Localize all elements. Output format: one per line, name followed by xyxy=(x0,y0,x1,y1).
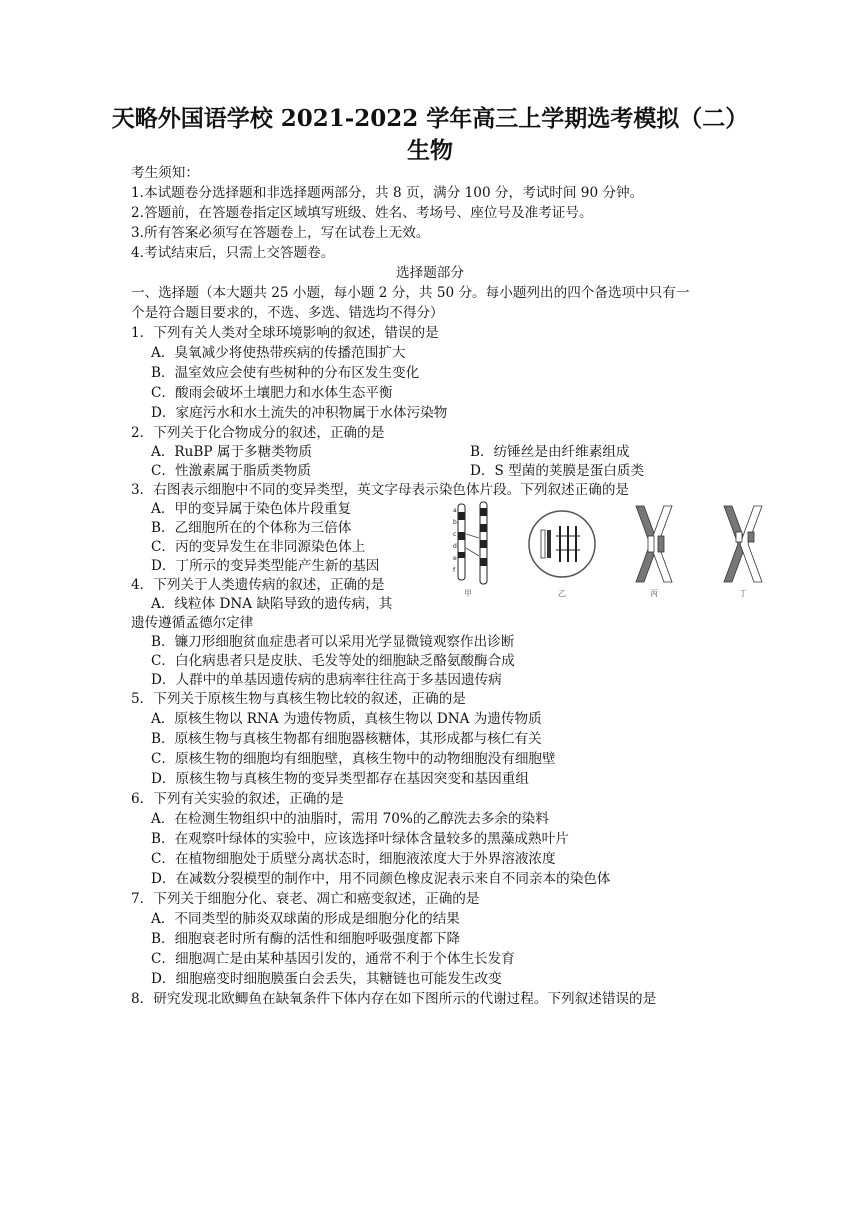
question-option: B．乙细胞所在的个体称为三倍体 xyxy=(151,520,352,536)
question-stem: 7．下列关于细胞分化、衰老、凋亡和癌变叙述，正确的是 xyxy=(131,891,480,907)
exam-title: 天略外国语学校 2021-2022 学年高三上学期选考模拟（二） xyxy=(111,105,749,132)
figure-label-jia: 甲 xyxy=(464,589,472,598)
chromosome-letter: c xyxy=(453,531,457,538)
question-option: B．细胞衰老时所有酶的活性和细胞呼吸强度都下降 xyxy=(151,931,461,947)
question-option: B．温室效应会使有些树种的分布区发生变化 xyxy=(151,365,420,381)
question-option: C．白化病患者只是皮肤、毛发等处的细胞缺乏酪氨酸酶合成 xyxy=(151,653,515,669)
question-option: C．酸雨会破坏土壤肥力和水体生态平衡 xyxy=(151,385,393,401)
chromosome-band xyxy=(458,532,465,540)
question-stem: 1．下列有关人类对全球环境影响的叙述，错误的是 xyxy=(131,325,439,341)
figure-label-bing: 丙 xyxy=(650,589,658,598)
figure-panel-jia xyxy=(453,502,487,598)
question-option: D．在减数分裂模型的制作中，用不同颜色橡皮泥表示来自不同亲本的染色体 xyxy=(151,871,611,887)
question-option: D．人群中的单基因遗传病的患病率往往高于多基因遗传病 xyxy=(151,672,502,688)
question-option: C．原核生物的细胞均有细胞壁，真核生物中的动物细胞没有细胞壁 xyxy=(151,751,556,767)
chromosome-segment xyxy=(648,536,654,552)
chromosome-group xyxy=(556,526,580,562)
connector-line xyxy=(466,534,479,538)
question-option: A．RuBP 属于多糖类物质 xyxy=(151,444,313,460)
chromosome-band xyxy=(480,524,487,532)
question-stem: 5．下列关于原核生物与真核生物比较的叙述，正确的是 xyxy=(131,691,466,707)
question-stem: 8．研究发现北欧鲫鱼在缺氧条件下体内存在如下图所示的代谢过程。下列叙述错误的是 xyxy=(131,991,657,1007)
figure-panel-bing xyxy=(636,506,672,598)
question-option: B．原核生物与真核生物都有细胞器核糖体，其形成都与核仁有关 xyxy=(151,731,542,747)
figure-panel-yi xyxy=(529,511,595,598)
notice-item: 4.考试结束后，只需上交答题卷。 xyxy=(131,245,335,261)
question-option: B．在观察叶绿体的实验中，应该选择叶绿体含量较多的黑藻成熟叶片 xyxy=(151,831,569,847)
connector-line xyxy=(466,548,479,556)
question-option: C．丙的变异发生在非同源染色体上 xyxy=(151,539,366,555)
section-intro: 一、选择题（本大题共 25 小题，每小题 2 分，共 50 分。每小题列出的四个备选项中只有一 xyxy=(131,285,690,301)
chromosome-arm xyxy=(740,506,762,582)
question-option: D．家庭污水和水土流失的冲积物属于水体污染物 xyxy=(151,405,448,421)
question-option: B．纺锤丝是由纤维素组成 xyxy=(470,444,630,460)
question-option: C．性激素属于脂质类物质 xyxy=(151,463,311,479)
question-option: D．丁所示的变异类型能产生新的基因 xyxy=(151,558,380,574)
chromosome-figure-svg xyxy=(436,498,788,600)
chromosome-letter: f xyxy=(453,567,456,574)
question-option: A．原核生物以 RNA 为遗传物质，真核生物以 DNA 为遗传物质 xyxy=(151,711,542,727)
question-option: A．在检测生物组织中的油脂时，需用 70%的乙醇洗去多余的染料 xyxy=(151,811,549,827)
question-option: D．S 型菌的荚膜是蛋白质类 xyxy=(470,463,645,479)
section-intro: 个是符合题目要求的，不选、多选、错选均不得分） xyxy=(131,305,444,321)
chromosome-band xyxy=(458,552,465,558)
figure-label-ding: 丁 xyxy=(739,589,747,598)
chromosome-segment xyxy=(748,532,754,542)
notice-heading: 考生须知： xyxy=(131,165,199,181)
exam-subject: 生物 xyxy=(407,137,453,164)
chromosome-band xyxy=(480,558,487,566)
question-option: A．线粒体 DNA 缺陷导致的遗传病，其 xyxy=(151,596,393,612)
chromosome-band xyxy=(480,540,487,548)
figure-label-yi: 乙 xyxy=(558,589,566,598)
question-option-continued: 遗传遵循孟德尔定律 xyxy=(131,615,254,631)
question-stem: 3．右图表示细胞中不同的变异类型，英文字母表示染色体片段。下列叙述正确的是 xyxy=(131,482,630,498)
chromosome-letter: a xyxy=(453,507,457,514)
chromosome-bar xyxy=(547,530,551,558)
question-option: D．原核生物与真核生物的变异类型都存在基因突变和基因重组 xyxy=(151,771,529,787)
question-option: A．臭氧减少将使热带疾病的传播范围扩大 xyxy=(151,345,406,361)
chromosome-bar xyxy=(541,530,545,558)
question-stem: 2．下列关于化合物成分的叙述，正确的是 xyxy=(131,425,385,441)
chromosome-band xyxy=(458,512,465,520)
notice-item: 1.本试题卷分选择题和非选择题两部分，共 8 页，满分 100 分，考试时间 90 分钟。 xyxy=(131,185,644,201)
chromosome-segment xyxy=(736,532,742,542)
notice-item: 3.所有答案必须写在答题卷上，写在试卷上无效。 xyxy=(131,225,430,241)
question-stem: 6．下列有关实验的叙述，正确的是 xyxy=(131,791,344,807)
figure-panel-ding xyxy=(724,506,762,598)
cell-outline xyxy=(529,511,595,577)
chromosome-segment xyxy=(658,536,664,552)
question-option: B．镰刀形细胞贫血症患者可以采用光学显微镜观察作出诊断 xyxy=(151,634,515,650)
question-stem: 4．下列关于人类遗传病的叙述，正确的是 xyxy=(131,577,385,593)
question-option: A．不同类型的肺炎双球菌的形成是细胞分化的结果 xyxy=(151,911,460,927)
chromosome-letter: e xyxy=(453,555,457,562)
question-option: C．细胞凋亡是由某种基因引发的，通常不利于个体生长发育 xyxy=(151,951,515,967)
section-title: 选择题部分 xyxy=(396,265,464,281)
question-option: C．在植物细胞处于质壁分离状态时，细胞液浓度大于外界溶液浓度 xyxy=(151,851,556,867)
chromosome-letter: b xyxy=(453,519,457,526)
question-option: D．细胞癌变时细胞膜蛋白会丢失，其糖链也可能发生改变 xyxy=(151,971,502,987)
chromosome-variation-figure xyxy=(436,498,788,600)
chromosome-band xyxy=(480,508,487,516)
notice-item: 2.答题前，在答题卷指定区域填写班级、姓名、考场号、座位号及准考证号。 xyxy=(131,205,593,221)
question-option: A．甲的变异属于染色体片段重复 xyxy=(151,501,352,517)
chromosome-letter: d xyxy=(453,543,457,550)
